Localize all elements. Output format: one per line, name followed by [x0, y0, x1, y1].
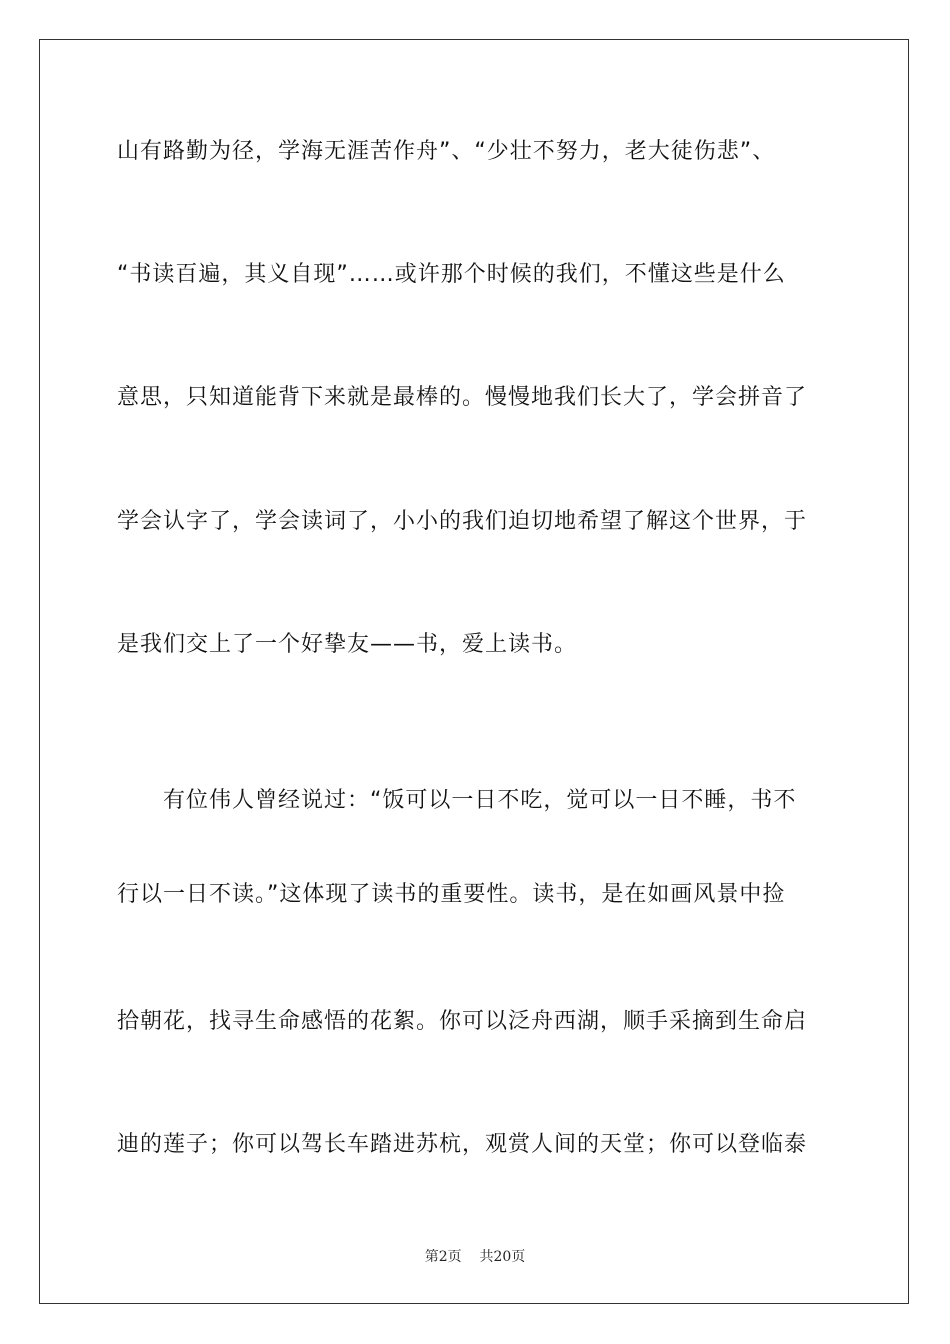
text-line-3: 意思，只知道能背下来就是最棒的。慢慢地我们长大了，学会拼音了 [117, 385, 808, 410]
text-line-9: 迪的莲子；你可以驾长车踏进苏杭，观赏人间的天堂；你可以登临泰 [117, 1132, 808, 1157]
page-total: 共20页 [479, 1249, 526, 1265]
text-line-5: 是我们交上了一个好挚友——书，爱上读书。 [117, 632, 578, 657]
page-frame [39, 39, 909, 1304]
text-line-6-indented: 有位伟人曾经说过：“饭可以一日不吃，觉可以一日不睡，书不 [163, 788, 797, 813]
text-line-2: “书读百遍，其义自现”……或许那个时候的我们，不懂这些是什么 [117, 262, 786, 287]
text-line-4: 学会认字了，学会读词了，小小的我们迫切地希望了解这个世界，于 [117, 509, 808, 534]
page-number: 第2页 [424, 1249, 462, 1265]
text-line-7: 行以一日不读。”这体现了读书的重要性。读书，是在如画风景中捡 [117, 882, 786, 907]
text-line-1: 山有路勤为径，学海无涯苦作舟”、“少壮不努力，老大徒伤悲”、 [117, 139, 776, 164]
page-footer [0, 1246, 950, 1266]
text-line-8: 拾朝花，找寻生命感悟的花絮。你可以泛舟西湖，顺手采摘到生命启 [117, 1009, 808, 1034]
